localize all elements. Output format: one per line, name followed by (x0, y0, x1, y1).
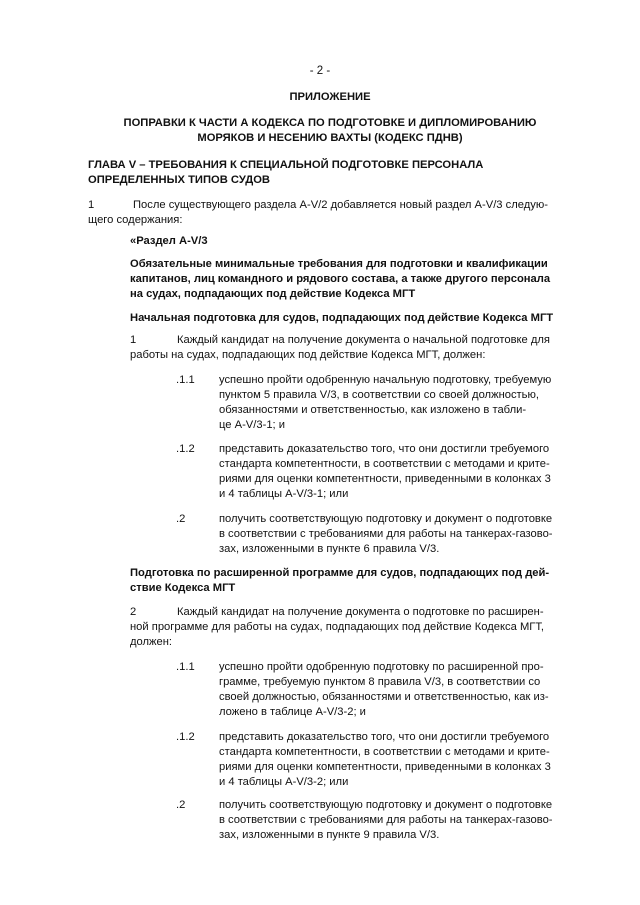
advanced-item-label: .1.1 (176, 661, 195, 673)
advanced-item-line: в соответствии с требованиями для работы на танкерах-газово- (219, 814, 553, 826)
para-1-number: 1 (88, 199, 95, 211)
basic-item-line: пунктом 5 правила V/3, в соответствии со своей должностью, (219, 389, 540, 401)
para-1-line-2: щего содержания: (88, 214, 183, 226)
advanced-item-label: .2 (176, 799, 186, 811)
section-subtitle-line-1: Обязательные минимальные требования для подготовки и квалификации (130, 258, 548, 270)
amendments-title-line-1: ПОПРАВКИ К ЧАСТИ А КОДЕКСА ПО ПОДГОТОВКЕ И ДИПЛОМИРОВАНИЮ (123, 117, 537, 129)
basic-item-line: в соответствии с требованиями для работы на танкерах-газово- (219, 528, 553, 540)
para-1-line-1: После существующего раздела A-V/2 добавляется новый раздел A-V/3 следую- (133, 199, 548, 211)
advanced-para-line-3: должен: (130, 636, 173, 648)
section-subtitle-line-2: капитанов, лиц командного и рядового состава, а также другого персонала (130, 273, 551, 285)
basic-item-line: стандарта компетентности, в соответствии с методами и крите- (219, 458, 550, 470)
basic-item-label: .2 (176, 513, 186, 525)
basic-item-line: представить доказательство того, что они достигли требуемого (219, 443, 550, 455)
advanced-item-line: стандарта компетентности, в соответствии с методами и крите- (219, 746, 550, 758)
advanced-training-heading-line-1: Подготовка по расширенной программе для судов, подпадающих под дей- (130, 567, 550, 579)
advanced-training-heading-line-2: ствие Кодекса МГТ (130, 582, 236, 594)
advanced-para-line-1: Каждый кандидат на получение документа о подготовке по расширен- (177, 606, 544, 618)
advanced-item-line: успешно пройти одобренную подготовку по расширенной про- (219, 661, 544, 673)
basic-item-line: обязанностями и ответственностью, как изложено в табли- (219, 404, 527, 416)
advanced-item-line: грамме, требуемую пунктом 8 правила V/3, в соответствии со (219, 676, 541, 688)
advanced-item-label: .1.2 (176, 731, 195, 743)
basic-para-number: 1 (130, 334, 137, 346)
advanced-item-line: получить соответствующую подготовку и документ о подготовке (219, 799, 553, 811)
page-number: - 2 - (309, 65, 331, 77)
advanced-para-number: 2 (130, 606, 137, 618)
section-subtitle-line-3: на судах, подпадающих под действие Кодекса МГТ (130, 288, 416, 300)
basic-item-line: получить соответствующую подготовку и документ о подготовке (219, 513, 553, 525)
basic-item-line: зах, изложенными в пункте 6 правила V/3. (219, 543, 440, 555)
basic-item-line: це A-V/3-1; и (219, 419, 286, 431)
advanced-item-line: своей должностью, обязанностями и ответственностью, как из- (219, 691, 549, 703)
advanced-item-line: представить доказательство того, что они достигли требуемого (219, 731, 550, 743)
advanced-item-line: ложено в таблице A-V/3-2; и (219, 706, 366, 718)
basic-item-label: .1.2 (176, 443, 195, 455)
amendments-title-line-2: МОРЯКОВ И НЕСЕНИЮ ВАХТЫ (КОДЕКС ПДНВ) (197, 132, 463, 144)
advanced-item-line: и 4 таблицы A-V/3-2; или (219, 776, 349, 788)
chapter-title-line-1: ГЛАВА V – ТРЕБОВАНИЯ К СПЕЦИАЛЬНОЙ ПОДГОТОВКЕ ПЕРСОНАЛА (88, 159, 484, 171)
advanced-item-line: риями для оценки компетентности, приведенными в колонках 3 (219, 761, 551, 773)
advanced-para-line-2: ной программе для работы на судах, подпадающих под действие Кодекса МГТ, (130, 621, 545, 633)
basic-item-line: риями для оценки компетентности, приведенными в колонках 3 (219, 473, 551, 485)
chapter-title-line-2: ОПРЕДЕЛЕННЫХ ТИПОВ СУДОВ (88, 174, 270, 186)
basic-item-line: успешно пройти одобренную начальную подготовку, требуемую (219, 374, 552, 386)
basic-para-line-2: работы на судах, подпадающих под действие Кодекса МГТ, должен: (130, 349, 486, 361)
appendix-title: ПРИЛОЖЕНИЕ (289, 91, 371, 103)
basic-training-heading: Начальная подготовка для судов, подпадающих под действие Кодекса МГТ (130, 312, 554, 324)
basic-para-line-1: Каждый кандидат на получение документа о начальной подготовке для (177, 334, 550, 346)
basic-item-line: и 4 таблицы A-V/3-1; или (219, 488, 349, 500)
basic-item-label: .1.1 (176, 374, 195, 386)
advanced-item-line: зах, изложенными в пункте 9 правила V/3. (219, 829, 440, 841)
section-heading: «Раздел A-V/3 (130, 235, 208, 247)
